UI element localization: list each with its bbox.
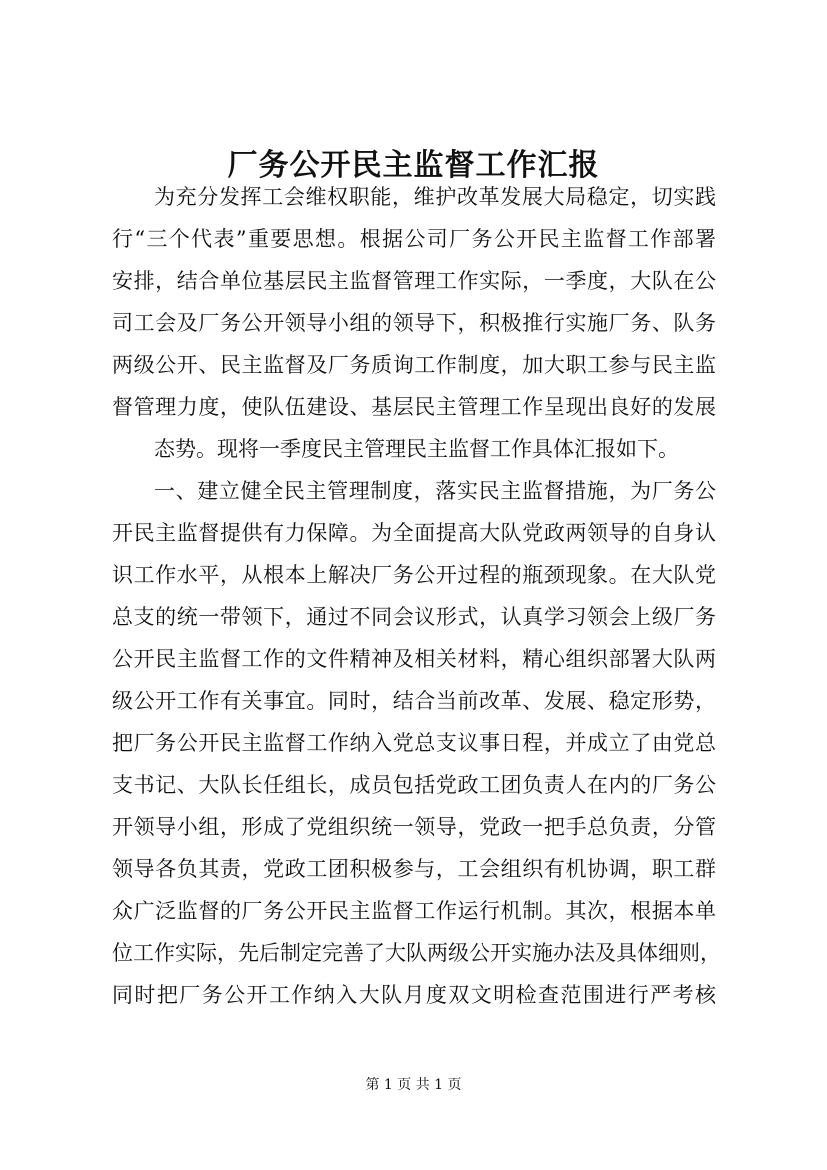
body-line-5: 两级公开、民主监督及厂务质询工作制度，加大职工参与民主监 [112,353,716,377]
body-line-11: 总支的统一带领下，通过不同会议形式，认真学习领会上级厂务 [112,605,716,629]
page-number-footer: 第 1 页 共 1 页 [365,1077,462,1093]
body-line-1: 为充分发挥工会维权职能，维护改革发展大局稳定，切实践 [154,185,716,209]
body-line-19: 位工作实际，先后制定完善了大队两级公开实施办法及具体细则， [112,941,721,965]
body-line-6: 督管理力度，使队伍建设、基层民主管理工作呈现出良好的发展 [112,395,716,419]
body-line-13: 级公开工作有关事宜。同时，结合当前改革、发展、稳定形势， [112,689,716,713]
body-line-16: 开领导小组，形成了党组织统一领导，党政一把手总负责，分管 [112,815,716,839]
body-line-18: 众广泛监督的厂务公开民主监督工作运行机制。其次，根据本单 [112,899,716,923]
body-line-3: 安排，结合单位基层民主监督管理工作实际，一季度，大队在公 [112,269,716,293]
body-line-7: 态势。现将一季度民主管理民主监督工作具体汇报如下。 [154,437,679,461]
body-line-12: 公开民主监督工作的文件精神及相关材料，精心组织部署大队两 [112,647,716,671]
body-line-2: 行“三个代表”重要思想。根据公司厂务公开民主监督工作部署 [112,227,716,251]
body-line-20: 同时把厂务公开工作纳入大队月度双文明检查范围进行严考核 [112,983,716,1007]
body-line-17: 领导各负其责，党政工团积极参与，工会组织有机协调，职工群 [112,857,716,881]
body-line-15: 支书记、大队长任组长，成员包括党政工团负责人在内的厂务公 [112,773,716,797]
document-title: 厂务公开民主监督工作汇报 [227,148,600,183]
body-line-9: 开民主监督提供有力保障。为全面提高大队党政两领导的自身认 [112,521,716,545]
body-line-14: 把厂务公开民主监督工作纳入党总支议事日程，并成立了由党总 [112,731,716,755]
body-line-8: 一、建立健全民主管理制度，落实民主监督措施，为厂务公 [154,479,716,503]
body-line-10: 识工作水平，从根本上解决厂务公开过程的瓶颈现象。在大队党 [112,563,716,587]
body-line-4: 司工会及厂务公开领导小组的领导下，积极推行实施厂务、队务 [112,311,716,335]
